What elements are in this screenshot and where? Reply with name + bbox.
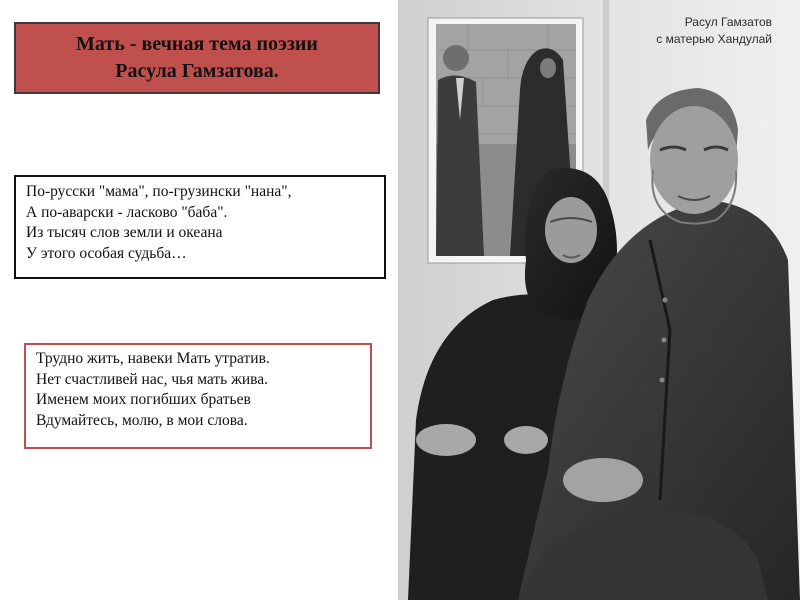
verse-box-1 [14, 175, 386, 279]
caption-line-1: Расул Гамзатов [684, 15, 772, 29]
verse-line: Трудно жить, навеки Мать утратив. [36, 350, 270, 367]
verse-line: У этого особая судьба… [26, 244, 187, 262]
verse-line: По-русски "мама", по-грузински "нана", [26, 183, 292, 200]
verse-line: Вдумайтесь, молю, в мои слова. [36, 411, 248, 429]
photo-caption [656, 14, 772, 48]
verse-line: А по-аварски - ласково "баба". [26, 203, 228, 221]
verse-box-2 [24, 343, 372, 449]
photo-illustration [398, 0, 800, 600]
verse-line: Именем моих погибших братьев [36, 391, 251, 408]
verse-line: Из тысяч слов земли и океана [26, 224, 223, 241]
title-line-2: Расула Гамзатова. [115, 60, 279, 82]
caption-line-2: с матерью Хандулай [656, 32, 772, 46]
photo-gamzatov-with-mother [398, 0, 800, 600]
title-line-1: Мать - вечная тема поэзии [76, 33, 318, 55]
verse-line: Нет счастливей нас, чья мать жива. [36, 370, 268, 388]
slide-title [14, 22, 380, 94]
